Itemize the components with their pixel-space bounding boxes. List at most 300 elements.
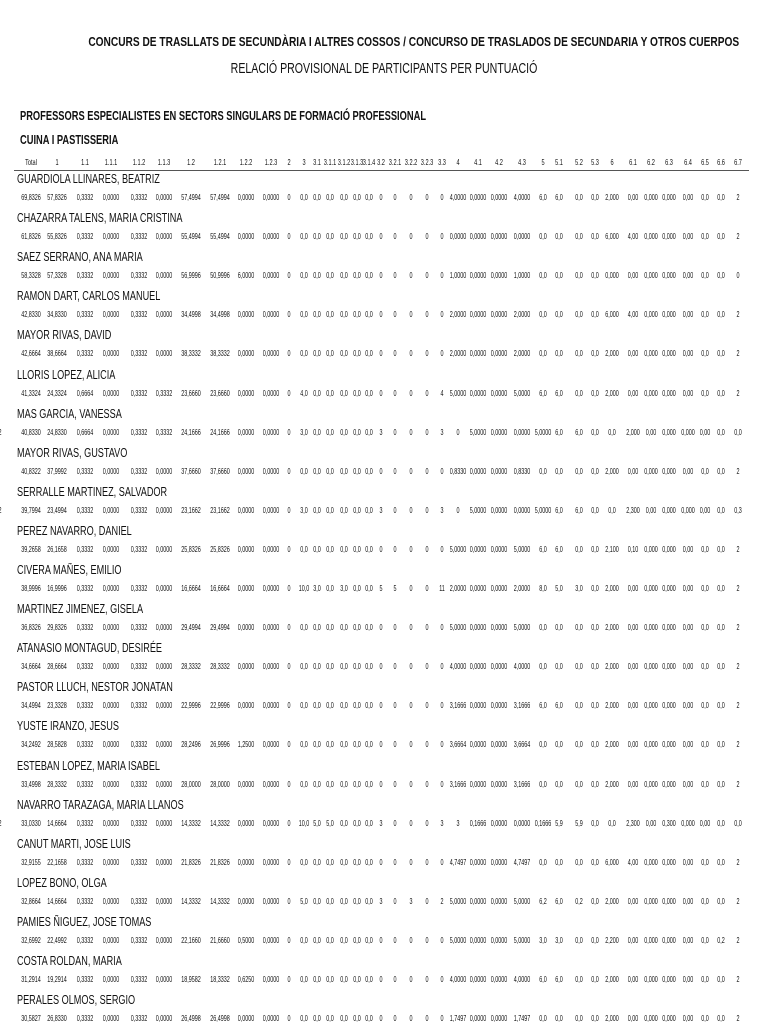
score-cell: 5,0000 — [449, 935, 467, 945]
score-cell: 0 — [393, 271, 397, 281]
score-cell: 0,0000 — [469, 935, 487, 945]
score-cell: 0 — [409, 1014, 413, 1024]
score-cell: 0,3332 — [130, 779, 148, 789]
score-cell: 0,0 — [701, 232, 709, 242]
score-cell: 0,0 — [313, 427, 321, 437]
participant-entry — [0, 719, 768, 761]
score-cell: 0,0000 — [237, 193, 255, 202]
score-cell: 0,000 — [662, 740, 676, 750]
score-cell: 23,6660 — [181, 388, 201, 398]
score-cell: 6,0 — [539, 701, 547, 711]
score-cell: 0 — [393, 896, 397, 906]
score-cell: 0,0 — [353, 662, 361, 672]
score-cell: 6,0 — [555, 388, 563, 398]
score-cell: 0,0 — [353, 779, 361, 789]
score-cell: 0,0000 — [469, 271, 487, 281]
score-cell: 2,000 — [605, 896, 619, 906]
column-header: 3.1.3 — [350, 157, 364, 167]
participant-entry — [0, 368, 768, 410]
score-cell: 1,7497 — [449, 1014, 467, 1024]
column-header: 1.2.1 — [213, 157, 227, 167]
score-cell: 0,0000 — [490, 584, 508, 593]
score-cell: 0,0 — [608, 427, 616, 437]
score-cell: 0,0 — [539, 779, 547, 789]
score-cell: 0 — [379, 701, 383, 711]
score-cell: 4,0000 — [449, 662, 467, 672]
score-cell: 0,3332 — [130, 1014, 148, 1024]
score-cell: 0,0000 — [155, 466, 173, 476]
score-cell: 0,0 — [717, 584, 725, 593]
score-cell: 0,00 — [627, 896, 639, 906]
score-cell: 0,3332 — [76, 623, 94, 633]
score-cell: 56,9996 — [181, 271, 201, 281]
score-cell: 0,0000 — [449, 232, 467, 242]
score-cell: 0,0 — [555, 857, 563, 867]
score-cell: 0 — [409, 466, 413, 476]
participant-entry — [0, 915, 768, 957]
score-cell: 5 — [393, 584, 397, 593]
score-cell: 38,9996 — [21, 584, 41, 593]
score-cell: 0,0 — [575, 271, 583, 281]
score-cell — [0, 506, 2, 515]
score-cell: 0,0 — [326, 935, 334, 945]
score-cell: 3 — [379, 818, 383, 828]
score-cell: 0,00 — [682, 1014, 694, 1024]
score-cell: 0 — [287, 505, 291, 515]
score-cell: 0,0000 — [155, 1014, 173, 1024]
score-cell: 1,0000 — [449, 271, 467, 281]
score-cell: 0 — [287, 818, 291, 828]
score-cell: 0,0 — [575, 1014, 583, 1024]
score-cell: 0,0000 — [155, 857, 173, 867]
score-cell: 10,0 — [298, 584, 310, 593]
score-cell: 0,0 — [300, 779, 308, 789]
score-cell: 14,6664 — [47, 818, 67, 828]
column-header: 4.3 — [518, 157, 526, 167]
page-title: CONCURS DE TRASLLATS DE SECUNDÀRIA I ALTRES COSSOS / CONCURSO DE TRASLADOS DE SECUNDARIA Y OTROS CUERPOS — [88, 34, 740, 49]
score-cell: 23,1662 — [210, 505, 230, 515]
score-cell: 0,0 — [353, 584, 361, 593]
score-cell: 0,000 — [662, 310, 676, 320]
participant-name: YUSTE IRANZO, JESUS — [17, 719, 119, 734]
score-cell: 0,0 — [313, 975, 321, 984]
score-cell: 25,8326 — [181, 544, 201, 554]
score-cell: 0,0 — [539, 623, 547, 633]
column-header: 6.2 — [647, 157, 655, 167]
score-cell: 0 — [425, 232, 429, 242]
score-cell: 36,8326 — [21, 623, 41, 633]
score-cell: 0,00 — [627, 466, 639, 476]
score-cell: 0,000 — [662, 623, 676, 633]
score-cell: 0,000 — [644, 271, 658, 281]
score-cell: 0,0000 — [155, 349, 173, 359]
score-cell: 0,0000 — [262, 427, 280, 437]
score-cell: 0,0000 — [262, 857, 280, 867]
score-row — [0, 545, 768, 557]
score-cell: 0 — [287, 584, 291, 593]
score-cell: 0,000 — [644, 1014, 658, 1024]
participant-name: ESTEBAN LOPEZ, MARIA ISABEL — [17, 758, 161, 773]
score-cell: 0,0 — [365, 427, 373, 437]
score-cell: 0,0 — [326, 505, 334, 515]
score-cell: 0,000 — [662, 271, 676, 281]
score-cell: 0,3332 — [130, 271, 148, 281]
score-cell: 0 — [393, 388, 397, 398]
score-cell: 0,0 — [591, 623, 599, 633]
score-cell: 0,0 — [313, 896, 321, 906]
score-cell: 0 — [409, 388, 413, 398]
score-cell: 3 — [379, 505, 383, 515]
score-cell: 3,0 — [313, 584, 321, 593]
score-cell: 0,0 — [701, 388, 709, 398]
page-subtitle: RELACIÓ PROVISIONAL DE PARTICIPANTS PER PUNTUACIÓ — [230, 61, 538, 77]
score-cell: 0,0 — [300, 623, 308, 633]
score-cell: 0,0 — [717, 662, 725, 672]
score-cell: 2 — [736, 857, 740, 867]
score-cell: 0 — [379, 662, 383, 672]
score-cell: 0,0 — [353, 466, 361, 476]
score-cell: 0 — [409, 584, 413, 593]
score-cell: 0,0 — [555, 779, 563, 789]
score-cell: 5,0000 — [449, 896, 467, 906]
score-cell: 0 — [287, 466, 291, 476]
score-cell: 0,0 — [717, 896, 725, 906]
score-cell: 8,0 — [539, 584, 547, 593]
score-cell: 18,9582 — [181, 975, 201, 984]
score-cell: 6,0 — [539, 388, 547, 398]
score-cell: 0,0 — [313, 779, 321, 789]
score-cell: 26,4998 — [181, 1014, 201, 1024]
score-cell: 0,0 — [340, 193, 348, 202]
score-cell: 0,0 — [353, 349, 361, 359]
score-cell: 0 — [440, 975, 444, 984]
score-cell: 0 — [425, 935, 429, 945]
score-cell: 22,9996 — [181, 701, 201, 711]
score-cell: 4,0000 — [449, 975, 467, 984]
score-row — [0, 271, 768, 283]
score-cell: 0,0000 — [513, 505, 531, 515]
score-cell: 0,0000 — [155, 935, 173, 945]
score-cell: 0,0000 — [102, 584, 120, 593]
score-cell: 0,0000 — [237, 584, 255, 593]
score-cell: 6,2 — [539, 896, 547, 906]
column-header: 3.1.1 — [323, 157, 337, 167]
column-header: 1.1.2 — [132, 157, 146, 167]
score-cell — [0, 428, 2, 437]
score-cell: 0,0 — [353, 310, 361, 320]
score-cell: 39,7994 — [21, 505, 41, 515]
score-cell: 0 — [287, 935, 291, 945]
score-cell: 0,0 — [300, 193, 308, 202]
score-cell: 0,00 — [627, 584, 639, 593]
score-cell: 0,0000 — [237, 310, 255, 320]
score-cell: 3,0 — [300, 427, 308, 437]
score-cell: 0,0000 — [490, 662, 508, 672]
score-cell: 2 — [736, 310, 740, 320]
score-cell: 37,9992 — [47, 466, 67, 476]
score-cell: 0,3332 — [76, 935, 94, 945]
score-cell: 3,6664 — [513, 740, 531, 750]
score-cell: 0,0 — [353, 740, 361, 750]
score-cell: 6,0 — [555, 505, 563, 515]
score-cell: 3,0 — [575, 584, 583, 593]
score-cell: 0 — [425, 779, 429, 789]
score-cell: 24,8330 — [47, 427, 67, 437]
score-cell: 0,6250 — [237, 975, 255, 984]
score-cell: 25,8326 — [210, 544, 230, 554]
score-cell: 33,0330 — [21, 818, 41, 828]
score-cell: 0,0 — [701, 623, 709, 633]
score-cell: 0,3332 — [130, 857, 148, 867]
score-cell: 3,0 — [539, 935, 547, 945]
column-header: 3.2 — [377, 157, 385, 167]
score-cell: 0,0 — [555, 232, 563, 242]
participant-name: PASTOR LLUCH, NESTOR JONATAN — [17, 680, 173, 695]
score-cell: 0 — [425, 349, 429, 359]
score-cell: 18,3332 — [210, 975, 230, 984]
score-cell: 0,000 — [644, 349, 658, 359]
score-cell: 0,0 — [539, 310, 547, 320]
column-header: 1 — [55, 157, 59, 167]
score-cell: 0,0 — [353, 232, 361, 242]
score-cell: 0,0 — [365, 857, 373, 867]
score-cell: 0,0 — [591, 857, 599, 867]
score-cell: 0 — [379, 232, 383, 242]
score-cell: 0,0000 — [262, 818, 280, 828]
score-cell: 0 — [393, 232, 397, 242]
score-cell: 0,0 — [313, 740, 321, 750]
score-cell: 5,0000 — [513, 388, 531, 398]
score-cell: 0,0 — [300, 857, 308, 867]
score-cell: 0,0 — [701, 779, 709, 789]
score-cell: 0,0 — [555, 662, 563, 672]
score-cell: 2 — [736, 975, 740, 984]
column-header: 4.1 — [474, 157, 482, 167]
score-cell: 0,0 — [591, 779, 599, 789]
column-header: Total — [25, 157, 37, 167]
score-cell: 0,0000 — [102, 662, 120, 672]
score-cell: 0,0 — [539, 857, 547, 867]
score-cell: 0,0 — [734, 427, 742, 437]
score-cell: 0,0000 — [102, 857, 120, 867]
score-cell: 34,4994 — [21, 701, 41, 711]
score-cell: 2 — [736, 701, 740, 711]
column-header: 5.2 — [575, 157, 583, 167]
score-cell: 0,3332 — [130, 505, 148, 515]
score-cell: 0,3332 — [76, 1014, 94, 1024]
score-cell: 6,0 — [539, 975, 547, 984]
column-header: 6.3 — [665, 157, 673, 167]
score-cell: 0,000 — [662, 466, 676, 476]
score-cell: 0,0000 — [155, 271, 173, 281]
score-cell: 0 — [379, 1014, 383, 1024]
score-cell: 0 — [440, 779, 444, 789]
participant-entry — [0, 954, 768, 996]
score-cell: 21,8326 — [210, 857, 230, 867]
score-cell: 0,0000 — [237, 896, 255, 906]
score-cell: 0,0 — [701, 857, 709, 867]
score-cell: 0 — [287, 271, 291, 281]
score-cell: 21,8326 — [181, 857, 201, 867]
score-cell: 0,3332 — [130, 466, 148, 476]
score-cell: 28,3332 — [210, 662, 230, 672]
score-row — [0, 193, 768, 205]
score-cell: 6,0 — [555, 544, 563, 554]
score-cell: 0,0000 — [237, 623, 255, 633]
score-cell: 24,1666 — [181, 427, 201, 437]
score-cell: 0,0 — [300, 349, 308, 359]
score-cell: 0,0000 — [490, 349, 508, 359]
score-cell: 0,3332 — [76, 818, 94, 828]
score-cell: 0,0 — [365, 1014, 373, 1024]
score-cell: 6,000 — [605, 857, 619, 867]
score-cell: 0,000 — [662, 584, 676, 593]
column-header: 4 — [456, 157, 460, 167]
score-cell: 0,000 — [644, 388, 658, 398]
score-cell: 0 — [409, 975, 413, 984]
score-cell: 0,0 — [717, 388, 725, 398]
score-cell: 0,000 — [605, 271, 619, 281]
score-cell: 6,0 — [555, 193, 563, 202]
score-cell: 0,0 — [353, 975, 361, 984]
score-cell: 0,0000 — [262, 935, 280, 945]
score-cell: 0,0 — [340, 975, 348, 984]
score-cell: 0,00 — [645, 505, 657, 515]
score-row — [0, 506, 768, 518]
score-cell: 0 — [393, 662, 397, 672]
column-header: 3.1.4 — [362, 157, 376, 167]
score-cell: 6,0 — [539, 544, 547, 554]
score-cell: 0,00 — [682, 349, 694, 359]
score-cell: 28,3332 — [47, 779, 67, 789]
score-cell: 0,0000 — [469, 662, 487, 672]
score-cell: 0,0 — [365, 975, 373, 984]
score-cell: 28,2496 — [181, 740, 201, 750]
score-cell: 0,000 — [644, 544, 658, 554]
score-cell: 0 — [425, 466, 429, 476]
score-cell: 0,00 — [627, 388, 639, 398]
score-cell: 14,6664 — [47, 896, 67, 906]
score-cell: 0,0000 — [237, 818, 255, 828]
score-cell: 0,00 — [682, 193, 694, 202]
score-cell: 0,0 — [701, 935, 709, 945]
score-cell: 0,00 — [682, 779, 694, 789]
score-cell: 0,0 — [701, 310, 709, 320]
score-cell: 42,8330 — [21, 310, 41, 320]
score-cell: 0 — [440, 271, 444, 281]
score-cell: 0,3332 — [76, 896, 94, 906]
score-cell: 0,0 — [313, 388, 321, 398]
score-cell: 21,6660 — [210, 935, 230, 945]
participant-entry — [0, 759, 768, 801]
score-cell: 0,2 — [717, 935, 725, 945]
score-cell: 0,0 — [717, 544, 725, 554]
score-cell: 0,000 — [644, 975, 658, 984]
participant-name: PERALES OLMOS, SERGIO — [17, 993, 136, 1008]
column-header: 6.5 — [701, 157, 709, 167]
score-cell: 0,0 — [353, 544, 361, 554]
score-cell: 0,3332 — [130, 740, 148, 750]
score-cell: 0,0 — [717, 623, 725, 633]
score-cell: 0,0 — [326, 271, 334, 281]
score-cell: 23,3328 — [47, 701, 67, 711]
score-cell: 0,00 — [627, 349, 639, 359]
score-cell: 0 — [409, 271, 413, 281]
score-cell: 0,00 — [682, 857, 694, 867]
score-cell: 58,3328 — [21, 271, 41, 281]
score-cell: 0,0 — [591, 584, 599, 593]
score-cell: 2,0000 — [513, 584, 531, 593]
score-cell: 3,0 — [555, 935, 563, 945]
score-cell: 4,0000 — [513, 193, 531, 202]
score-cell: 0,0 — [365, 388, 373, 398]
score-cell: 0 — [379, 271, 383, 281]
score-row — [0, 897, 768, 909]
score-cell: 0,0 — [353, 623, 361, 633]
score-cell: 0,0 — [365, 466, 373, 476]
participant-entry — [0, 211, 768, 253]
score-cell: 2 — [736, 388, 740, 398]
score-cell: 0 — [440, 701, 444, 711]
score-cell: 0,0 — [575, 466, 583, 476]
score-cell: 0,000 — [644, 584, 658, 593]
score-cell: 10,0 — [298, 818, 310, 828]
score-cell: 0 — [425, 701, 429, 711]
score-cell: 0,3332 — [76, 505, 94, 515]
score-cell: 0,0000 — [262, 466, 280, 476]
score-cell: 0 — [287, 896, 291, 906]
participant-name: LLORIS LOPEZ, ALICIA — [17, 367, 116, 382]
score-cell: 0 — [440, 466, 444, 476]
score-cell: 0,000 — [644, 310, 658, 320]
column-header: 5.1 — [555, 157, 563, 167]
score-cell: 0,3332 — [76, 349, 94, 359]
score-cell: 28,3332 — [181, 662, 201, 672]
column-header: 3 — [302, 157, 306, 167]
score-cell: 0 — [393, 544, 397, 554]
participant-entry — [0, 993, 768, 1035]
column-header: 3.1 — [313, 157, 321, 167]
score-cell: 23,6660 — [210, 388, 230, 398]
score-cell: 0,000 — [681, 505, 695, 515]
score-cell: 0,0 — [326, 857, 334, 867]
score-cell: 0 — [393, 427, 397, 437]
score-cell: 0 — [379, 935, 383, 945]
score-cell: 0,0 — [591, 818, 599, 828]
score-cell: 0,3332 — [130, 935, 148, 945]
score-cell: 0,0000 — [102, 701, 120, 711]
score-cell: 0,0000 — [155, 818, 173, 828]
score-cell: 0,3332 — [130, 544, 148, 554]
score-cell: 31,2914 — [21, 975, 41, 984]
score-cell: 0,0 — [313, 857, 321, 867]
score-cell: 34,6664 — [21, 662, 41, 672]
column-header: 6.7 — [734, 157, 742, 167]
score-cell: 0,0000 — [262, 388, 280, 398]
score-cell: 0,0 — [353, 388, 361, 398]
score-cell: 0,0 — [717, 857, 725, 867]
score-cell: 2 — [736, 896, 740, 906]
score-row — [0, 858, 768, 870]
score-cell: 2,0000 — [449, 310, 467, 320]
score-cell: 39,2658 — [21, 544, 41, 554]
score-cell: 0,0000 — [469, 544, 487, 554]
score-cell: 14,3332 — [181, 896, 201, 906]
score-cell: 0,0 — [340, 740, 348, 750]
score-row — [0, 780, 768, 792]
score-cell: 0 — [736, 271, 740, 281]
score-cell: 0,000 — [662, 349, 676, 359]
